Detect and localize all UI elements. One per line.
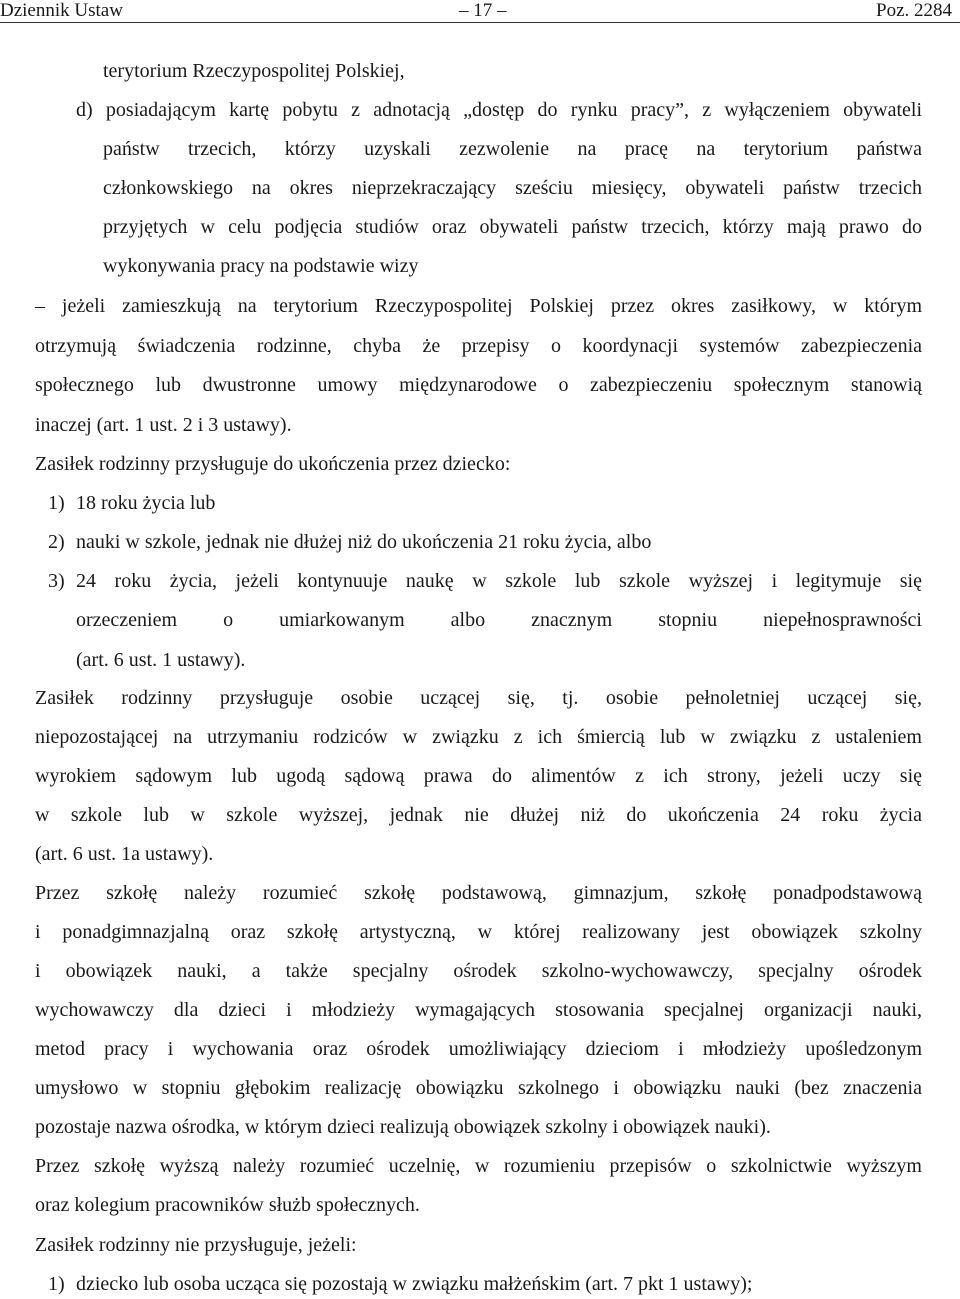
- list-number: 1): [48, 1273, 65, 1295]
- text-line: i obowiązek nauki, a także specjalny ośrodek szkolno-wychowawczy, specjalny ośrodek: [35, 960, 922, 982]
- text-line: nauki w szkole, jednak nie dłużej niż do ukończenia 21 roku życia, albo: [76, 531, 652, 553]
- text-line: inaczej (art. 1 ust. 2 i 3 ustawy).: [35, 414, 292, 436]
- text-line: wykonywania pracy na podstawie wizy: [103, 255, 419, 277]
- text-line: państw trzecich, którzy uzyskali zezwolenie na pracę na terytorium państwa: [103, 138, 922, 160]
- text-line: 24 roku życia, jeżeli kontynuuje naukę w szkole lub szkole wyższej i legitymuje się: [76, 570, 922, 592]
- text-line: niepozostającej na utrzymaniu rodziców w związku z ich śmiercią lub w związku z ustaleniem: [35, 726, 922, 748]
- text-line: przyjętych w celu podjęcia studiów oraz obywateli państw trzecich, którzy mają prawo do: [103, 216, 922, 238]
- text-line: d) posiadającym kartę pobytu z adnotacją „dostęp do rynku pracy”, z wyłączeniem obywateli: [76, 99, 922, 121]
- list-number: 1): [48, 492, 65, 514]
- page-number: – 17 –: [459, 0, 507, 21]
- text-line: Przez szkołę należy rozumieć szkołę podstawową, gimnazjum, szkołę ponadpodstawową: [35, 882, 922, 904]
- text-line: Zasiłek rodzinny przysługuje osobie uczącej się, tj. osobie pełnoletniej uczącej się,: [35, 687, 922, 709]
- position-number: Poz. 2284: [876, 0, 952, 21]
- text-line: metod pracy i wychowania oraz ośrodek umożliwiający dzieciom i młodzieży upośledzonym: [35, 1038, 922, 1060]
- text-line: pozostaje nazwa ośrodka, w którym dzieci realizują obowiązek szkolny i obowiązek nauki).: [35, 1116, 771, 1138]
- text-line: (art. 6 ust. 1a ustawy).: [35, 843, 214, 865]
- list-number: 3): [48, 570, 65, 592]
- text-line: członkowskiego na okres nieprzekraczający sześciu miesięcy, obywateli państw trzecich: [103, 177, 922, 199]
- text-line: wychowawczy dla dzieci i młodzieży wymagających stosowania specjalnej organizacji nauki,: [35, 999, 922, 1021]
- text-line: (art. 6 ust. 1 ustawy).: [76, 649, 246, 671]
- text-line: dziecko lub osoba ucząca się pozostają w związku małżeńskim (art. 7 pkt 1 ustawy);: [76, 1273, 753, 1295]
- text-line: Przez szkołę wyższą należy rozumieć uczelnię, w rozumieniu przepisów o szkolnictwie wyższym: [35, 1155, 922, 1177]
- list-number: 2): [48, 531, 65, 553]
- text-line: otrzymują świadczenia rodzinne, chyba że przepisy o koordynacji systemów zabezpieczenia: [35, 335, 922, 357]
- text-line: w szkole lub w szkole wyższej, jednak nie dłużej niż do ukończenia 24 roku życia: [35, 804, 922, 826]
- text-line: orzeczeniem o umiarkowanym albo znacznym stopniu niepełnosprawności: [76, 609, 922, 631]
- page-header: [0, 0, 960, 23]
- text-line: Zasiłek rodzinny przysługuje do ukończenia przez dziecko:: [35, 453, 511, 475]
- text-line: wyrokiem sądowym lub ugodą sądową prawa do alimentów z ich strony, jeżeli uczy się: [35, 765, 922, 787]
- text-line: i ponadgimnazjalną oraz szkołę artystyczną, w której realizowany jest obowiązek szkolny: [35, 921, 922, 943]
- text-line: społecznego lub dwustronne umowy międzynarodowe o zabezpieczeniu społecznym stanowią: [35, 374, 922, 396]
- text-line: oraz kolegium pracowników służb społecznych.: [35, 1194, 420, 1216]
- text-line: umysłowo w stopniu głębokim realizację obowiązku szkolnego i obowiązku nauki (bez znaczenia: [35, 1077, 922, 1099]
- text-line: – jeżeli zamieszkują na terytorium Rzeczypospolitej Polskiej przez okres zasiłkowy, w którym: [35, 295, 922, 317]
- text-line: terytorium Rzeczypospolitej Polskiej,: [103, 60, 405, 82]
- text-line: 18 roku życia lub: [76, 492, 216, 514]
- text-line: Zasiłek rodzinny nie przysługuje, jeżeli:: [35, 1234, 357, 1256]
- journal-title: Dziennik Ustaw: [0, 0, 123, 21]
